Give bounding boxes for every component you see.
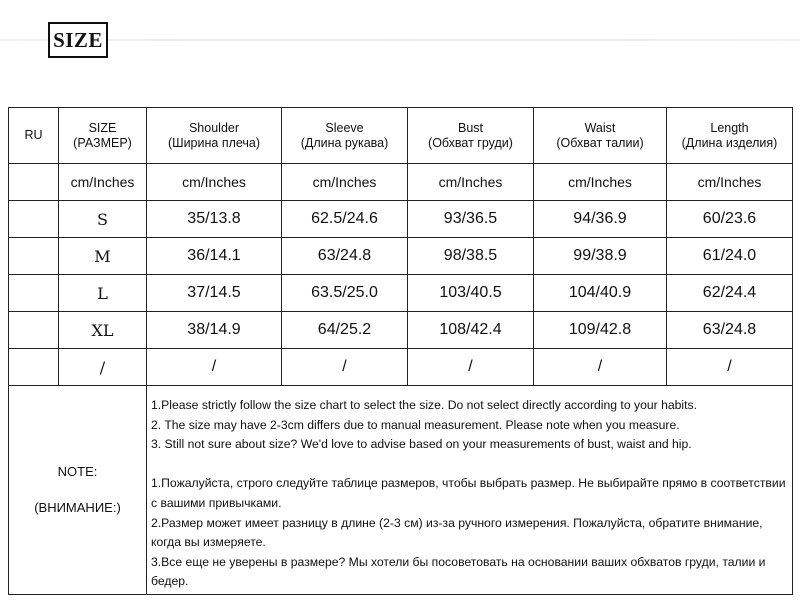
empty-cell: [9, 275, 59, 312]
column-header-waist: [534, 108, 667, 164]
column-header-en: Length: [710, 120, 749, 135]
column-header-length: [667, 108, 793, 164]
value-cell: 104/40.9: [534, 275, 667, 312]
note-label-cell: [9, 386, 147, 595]
column-header-ru: (Ширина плеча): [167, 135, 261, 150]
value-cell: 62.5/24.6: [282, 201, 408, 238]
value-cell: 94/36.9: [534, 201, 667, 238]
unit-cell: cm/Inches: [282, 164, 408, 201]
size-label: M: [59, 238, 147, 275]
column-header-bust: [408, 108, 534, 164]
note-en-line: 3. Still not sure about size? We'd love to advise based on your measurements of bust, waist and hip.: [151, 437, 692, 452]
unit-cell: cm/Inches: [534, 164, 667, 201]
value-cell: 64/25.2: [282, 312, 408, 349]
value-cell: 93/36.5: [408, 201, 534, 238]
empty-cell: [9, 238, 59, 275]
value-cell: /: [667, 349, 793, 386]
value-cell: 103/40.5: [408, 275, 534, 312]
note-ru-line: 3.Все еще не уверены в размере? Мы хотели бы посоветовать на основании ваших обхватов груди, талии и бедер.: [151, 554, 766, 589]
note-en-line: 2. The size may have 2-3cm differs due to manual measurement. Please note when you measure.: [151, 417, 680, 432]
column-header-en: Shoulder: [188, 120, 240, 135]
value-cell: 99/38.9: [534, 238, 667, 275]
table-row: [9, 312, 793, 349]
empty-cell: [9, 164, 59, 201]
value-cell: 108/42.4: [408, 312, 534, 349]
notes-cell: [147, 386, 793, 595]
value-cell: 38/14.9: [147, 312, 282, 349]
value-cell: 62/24.4: [667, 275, 793, 312]
value-cell: 37/14.5: [147, 275, 282, 312]
value-cell: 98/38.5: [408, 238, 534, 275]
table-row: [9, 201, 793, 238]
table-row: [9, 349, 793, 386]
note-ru-line: 2.Размер может имеет разницу в длине (2-3 см) из-за ручного измерения. Пожалуйста, обратите внимание, когда вы измеряете.: [151, 515, 763, 550]
size-header: [59, 108, 147, 164]
note-ru-line: 1.Пожалуйста, строго следуйте таблице размеров, чтобы выбрать размер. Не выбирайте прямо в соответствии с вашими привычками.: [151, 476, 786, 510]
empty-cell: [9, 312, 59, 349]
value-cell: 63/24.8: [282, 238, 408, 275]
value-cell: /: [147, 349, 282, 386]
column-header-en: Sleeve: [325, 120, 364, 135]
size-header-en: SIZE: [88, 120, 117, 135]
note-label-en: NOTE:: [57, 464, 98, 479]
size-label: XL: [59, 312, 147, 349]
value-cell: 63.5/25.0: [282, 275, 408, 312]
table-row: [9, 238, 793, 275]
note-label-ru: (ВНИМАНИЕ:): [34, 500, 121, 515]
empty-cell: [9, 349, 59, 386]
empty-cell: [9, 201, 59, 238]
value-cell: 60/23.6: [667, 201, 793, 238]
value-cell: 35/13.8: [147, 201, 282, 238]
size-label: /: [59, 349, 147, 386]
value-cell: /: [408, 349, 534, 386]
column-header-ru: (Длина изделия): [681, 135, 778, 150]
column-header-ru: (Обхват талии): [556, 135, 644, 150]
column-header-en: Bust: [457, 120, 483, 135]
notes-spacer: [151, 455, 788, 475]
column-header-sleeve: [282, 108, 408, 164]
value-cell: /: [534, 349, 667, 386]
size-label: L: [59, 275, 147, 312]
note-en-line: 1.Please strictly follow the size chart to select the size. Do not select directly according to your habits.: [151, 398, 697, 412]
column-header-en: Waist: [584, 120, 616, 135]
size-header-ru: (РАЗМЕР): [73, 135, 132, 150]
value-cell: /: [282, 349, 408, 386]
unit-row: [9, 164, 793, 201]
unit-cell: cm/Inches: [147, 164, 282, 201]
header-divider: [0, 39, 800, 41]
value-cell: 36/14.1: [147, 238, 282, 275]
notes-row: [9, 386, 793, 595]
column-header-ru: (Обхват груди): [428, 135, 513, 150]
table-row: [9, 275, 793, 312]
size-logo: SIZE: [48, 22, 108, 58]
unit-cell: cm/Inches: [59, 164, 147, 201]
value-cell: 61/24.0: [667, 238, 793, 275]
size-chart-table: [8, 107, 793, 595]
corner-cell: RU: [9, 108, 59, 164]
column-header-ru: (Длина рукава): [300, 135, 389, 150]
unit-cell: cm/Inches: [408, 164, 534, 201]
size-label: S: [59, 201, 147, 238]
column-header-shoulder: [147, 108, 282, 164]
value-cell: 63/24.8: [667, 312, 793, 349]
unit-cell: cm/Inches: [667, 164, 793, 201]
table-header-row: [9, 108, 793, 164]
value-cell: 109/42.8: [534, 312, 667, 349]
